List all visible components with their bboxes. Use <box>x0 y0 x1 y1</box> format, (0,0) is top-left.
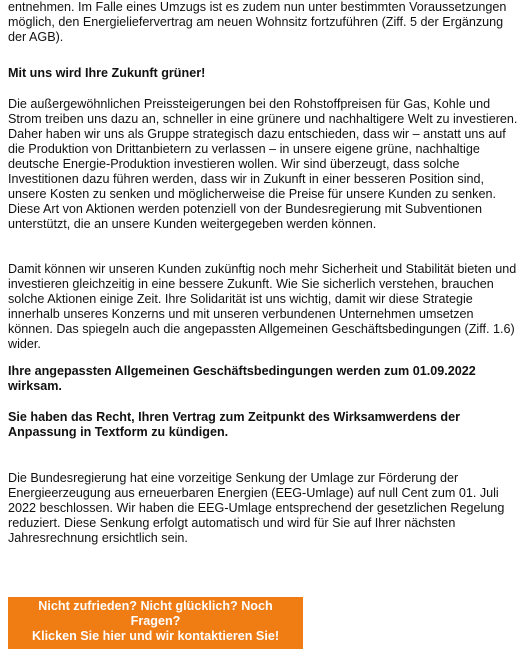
cta-line-1: Nicht zufrieden? Nicht glücklich? Noch <box>38 599 273 613</box>
contact-cta-button[interactable] <box>8 597 303 649</box>
cta-line-2: Fragen? <box>130 614 181 628</box>
greener-heading: Mit uns wird Ihre Zukunft grüner! <box>8 66 206 80</box>
cancellation-right-heading: Sie haben das Recht, Ihren Vertrag zum Zeitpunkt des Wirksamwerdens der Anpassung in Textform zu kündigen. <box>8 410 460 439</box>
security-paragraph: Damit können wir unseren Kunden zukünftig noch mehr Sicherheit und Stabilität bieten und investieren gleichzeitig in eine bessere Zukunft. Wie Sie sicherlich verstehen, brauchen solche Aktionen einige Zeit. Ihre Solidarität ist uns wichtig, damit wir diese Strategie innerhalb unseres Konzerns und mit unseren verbundenen Unternehmen umsetzen können. Das spiegeln auch die angepassten Allgemeinen Geschäftsbedingungen (Ziff. 1.6) wider. <box>8 262 517 351</box>
effective-date-heading: Ihre angepassten Allgemeinen Geschäftsbedingungen werden zum 01.09.2022 wirksam. <box>8 364 476 393</box>
eeg-paragraph: Die Bundesregierung hat eine vorzeitige Senkung der Umlage zur Förderung der Energieerzeugung aus erneuerbaren Energien (EEG-Umlage) auf null Cent zum 01. Juli 2022 beschlossen. Wir haben die EEG-Umlage entsprechend der gesetzlichen Regelung reduziert. Diese Senkung erfolgt automatisch und wird für Sie auf Ihrer nächsten Jahresrechnung ersichtlich sein. <box>8 471 505 545</box>
cta-line-3: Klicken Sie hier und wir kontaktieren Sie! <box>31 629 280 643</box>
greener-paragraph: Die außergewöhnlichen Preissteigerungen bei den Rohstoffpreisen für Gas, Kohle und Strom treiben uns dazu an, schneller in eine grünere und nachhaltigere Welt zu investieren. Daher haben wir uns als Gruppe strategisch dazu entschieden, dass wir – anstatt uns auf die Produktion von Drittanbietern zu verlassen – in unsere eigene grüne, nachhaltige deutsche Energie-Produktion investieren wollen. Wir sind überzeugt, dass solche Investitionen dazu führen werden, dass wir in Zukunft in einer besseren Position sind, unsere Kosten zu senken und möglicherweise die Preise für unsere Kunden zu senken. Diese Art von Aktionen werden potenziell von der Bundesregierung mit Subventionen unterstützt, die an unsere Kunden weitergegeben werden können. <box>8 97 518 231</box>
move-paragraph: entnehmen. Im Falle eines Umzugs ist es zudem nun unter bestimmten Voraussetzungen möglich, den Energieliefervertrag am neuen Wohnsitz fortzuführen (Ziff. 5 der Ergänzung der AGB). <box>8 0 507 44</box>
